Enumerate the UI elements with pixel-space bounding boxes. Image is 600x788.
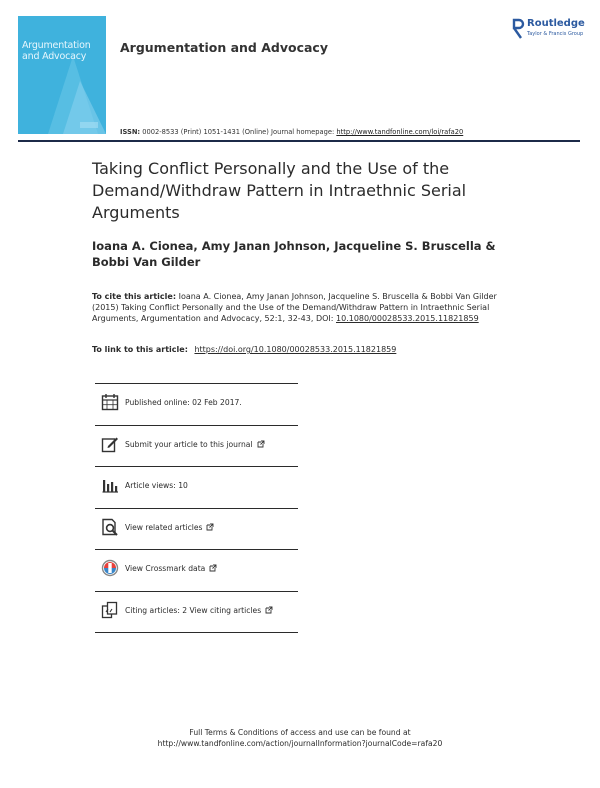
cover-title-line2: and Advocacy	[22, 51, 87, 62]
terms-link[interactable]: http://www.tandfonline.com/action/journalInformation?journalCode=rafa20	[157, 739, 443, 748]
article-title: Taking Conflict Personally and the Use of the Demand/Withdraw Pattern in Intraethnic Serial Arguments	[92, 159, 467, 222]
issn-line	[120, 128, 463, 136]
published-online-label: Published online: 02 Feb 2017.	[125, 398, 242, 407]
journal-homepage-link[interactable]: http://www.tandfonline.com/loi/rafa20	[336, 128, 464, 136]
related-articles-text: View related articles	[125, 522, 203, 532]
article-views-item	[95, 467, 298, 509]
citation-block	[92, 291, 504, 324]
bar-chart-icon	[101, 476, 119, 494]
calendar-icon	[101, 393, 119, 411]
header-divider	[18, 140, 580, 142]
citation-label: To cite this article:	[92, 292, 177, 301]
journal-cover-image	[18, 16, 106, 134]
citing-articles-item[interactable]	[95, 592, 298, 634]
issn-label: ISSN:	[120, 128, 141, 136]
article-authors: Ioana A. Cionea, Amy Janan Johnson, Jacqueline S. Bruscella & Bobbi Van Gilder	[92, 239, 496, 269]
crossmark-item[interactable]	[95, 550, 298, 592]
terms-footer	[0, 727, 600, 749]
crossmark-label[interactable]	[125, 564, 217, 573]
related-articles-icon	[101, 518, 119, 536]
citing-articles-text: Citing articles: 2 View citing articles	[125, 605, 262, 615]
publisher-tagline: Taylor & Francis Group	[527, 31, 584, 37]
crossmark-icon	[101, 559, 119, 577]
related-articles-item[interactable]	[95, 509, 298, 551]
submit-article-item[interactable]	[95, 426, 298, 468]
article-doi-link[interactable]: https://doi.org/10.1080/00028533.2015.11821859	[194, 345, 397, 354]
cover-title-line1: Argumentation	[22, 40, 91, 51]
related-articles-label[interactable]	[125, 523, 214, 532]
submit-article-icon	[101, 435, 119, 453]
terms-text: Full Terms & Conditions of access and use can be found at	[189, 728, 411, 737]
routledge-logo-icon	[511, 18, 525, 40]
article-link-block	[92, 345, 396, 354]
journal-title[interactable]: Argumentation and Advocacy	[120, 40, 328, 55]
external-link-icon	[206, 523, 214, 531]
external-link-icon	[257, 440, 265, 448]
submit-article-text: Submit your article to this journal	[125, 439, 253, 449]
publisher-logo[interactable]	[511, 18, 591, 42]
citing-articles-icon	[101, 601, 119, 619]
external-link-icon	[209, 564, 217, 572]
publisher-name: Routledge	[527, 18, 585, 29]
issn-text: 0002-8533 (Print) 1051-1431 (Online) Journal homepage:	[142, 128, 335, 136]
citation-doi-link[interactable]: 10.1080/00028533.2015.11821859	[336, 314, 479, 323]
cover-artwork	[18, 16, 106, 134]
submit-article-label[interactable]	[125, 440, 265, 449]
article-views-label: Article views: 10	[125, 481, 188, 490]
article-link-label: To link to this article:	[92, 345, 188, 354]
crossmark-text: View Crossmark data	[125, 564, 206, 573]
article-actions-list	[95, 383, 298, 633]
citing-articles-label[interactable]	[125, 606, 273, 615]
citation-text: Ioana A. Cionea, Amy Janan Johnson, Jacqueline S. Bruscella & Bobbi Van Gilder (2015) Taking Conflict Personally and the Use of the Demand/Withdraw Pattern in Intraethnic Serial Arguments, Argumentation and Advocacy, 52:1, 32-43, DOI:	[92, 292, 497, 323]
external-link-icon	[265, 606, 273, 614]
published-online-item	[95, 383, 298, 426]
